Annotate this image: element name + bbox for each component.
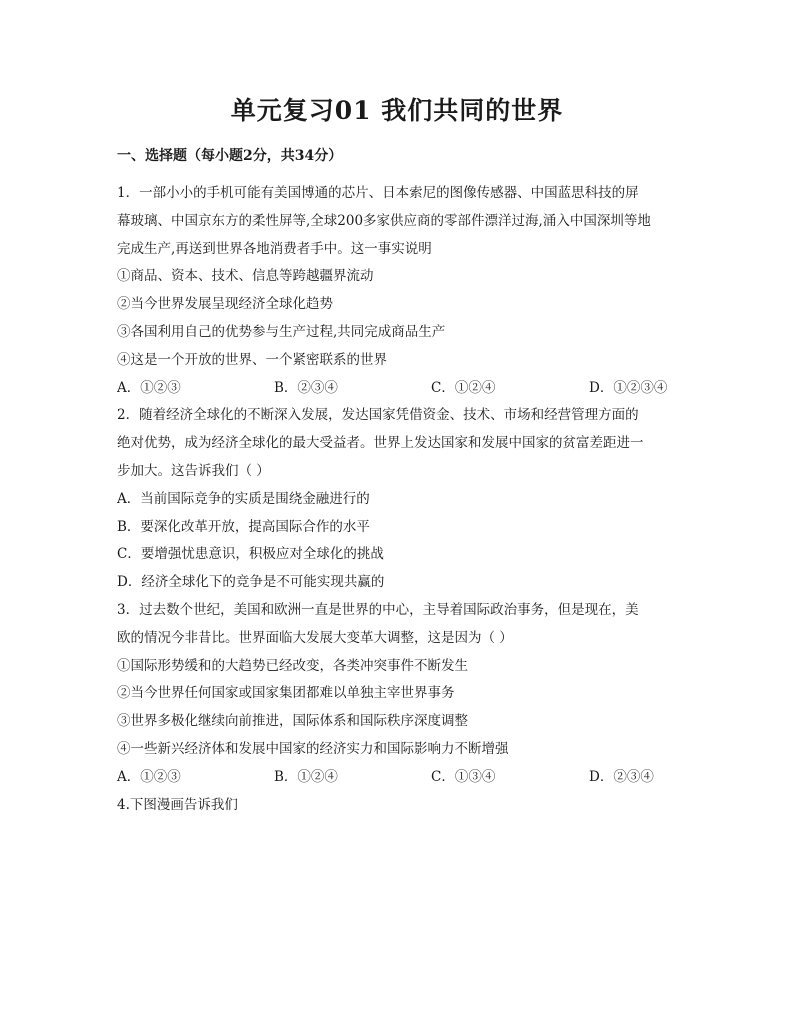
questions-body: [117, 180, 677, 819]
statement-item: ③各国利用自己的优势参与生产过程,共同完成商品生产: [117, 323, 446, 340]
option-d: D．②③④: [589, 768, 654, 785]
statement-item: ①国际形势缓和的大趋势已经改变，各类冲突事件不断发生: [117, 657, 468, 674]
statement-item: ④这是一个开放的世界、一个紧密联系的世界: [117, 351, 387, 368]
question-stem-line: 4.下图漫画告诉我们: [117, 796, 238, 813]
question-stem-line: 幕玻璃、中国京东方的柔性屏等,全球200多家供应商的零部件漂洋过海,涌入中国深圳等地: [117, 212, 651, 229]
option-c: C．要增强忧患意识，积极应对全球化的挑战: [117, 546, 384, 563]
option-c: C．①③④: [431, 768, 496, 785]
question-stem-line: 欧的情况今非昔比。世界面临大发展大变革大调整，这是因为（ ）: [117, 629, 513, 646]
question-1: [117, 180, 677, 402]
question-stem-line: 1．一部小小的手机可能有美国博通的芯片、日本索尼的图像传感器、中国蓝思科技的屏: [117, 185, 639, 201]
statement-item: ②当今世界发展呈现经济全球化趋势: [117, 296, 333, 313]
option-c: C．①②④: [431, 379, 496, 396]
question-stem-line: 3．过去数个世纪，美国和欧洲一直是世界的中心，主导着国际政治事务，但是现在，美: [117, 601, 639, 618]
question-stem-line: 2．随着经济全球化的不断深入发展，发达国家凭借资金、技术、市场和经营管理方面的: [117, 407, 639, 424]
option-d: D．①②③④: [589, 379, 668, 396]
question-2: [117, 402, 677, 597]
option-b: B．要深化改革开放，提高国际合作的水平: [117, 518, 370, 535]
statement-item: ④一些新兴经济体和发展中国家的经济实力和国际影响力不断增强: [117, 740, 509, 757]
answer-options: [117, 375, 677, 403]
option-a: A．当前国际竞争的实质是围绕金融进行的: [117, 490, 370, 507]
option-d: D．经济全球化下的竞争是不可能实现共赢的: [117, 574, 385, 591]
question-stem-line: 完成生产,再送到世界各地消费者手中。这一事实说明: [117, 240, 432, 257]
option-a: A．①②③: [117, 768, 181, 785]
section-heading: 一、选择题（每小题2分，共34分）: [117, 148, 343, 164]
option-b: B．②③④: [274, 379, 338, 396]
statement-item: ①商品、资本、技术、信息等跨越疆界流动: [117, 268, 374, 285]
statement-item: ③世界多极化继续向前推进，国际体系和国际秩序深度调整: [117, 713, 468, 730]
option-a: A．①②③: [117, 379, 181, 396]
answer-options: [117, 764, 677, 792]
question-stem-line: 绝对优势，成为经济全球化的最大受益者。世界上发达国家和发展中国家的贫富差距进一: [117, 435, 644, 452]
option-b: B．①②④: [274, 768, 338, 785]
question-stem-line: 步加大。这告诉我们（ ）: [117, 462, 270, 479]
question-4: [117, 792, 677, 820]
page-title: 单元复习01 我们共同的世界: [230, 96, 564, 125]
question-3: [117, 597, 677, 792]
statement-item: ②当今世界任何国家或国家集团都难以单独主宰世界事务: [117, 685, 455, 702]
